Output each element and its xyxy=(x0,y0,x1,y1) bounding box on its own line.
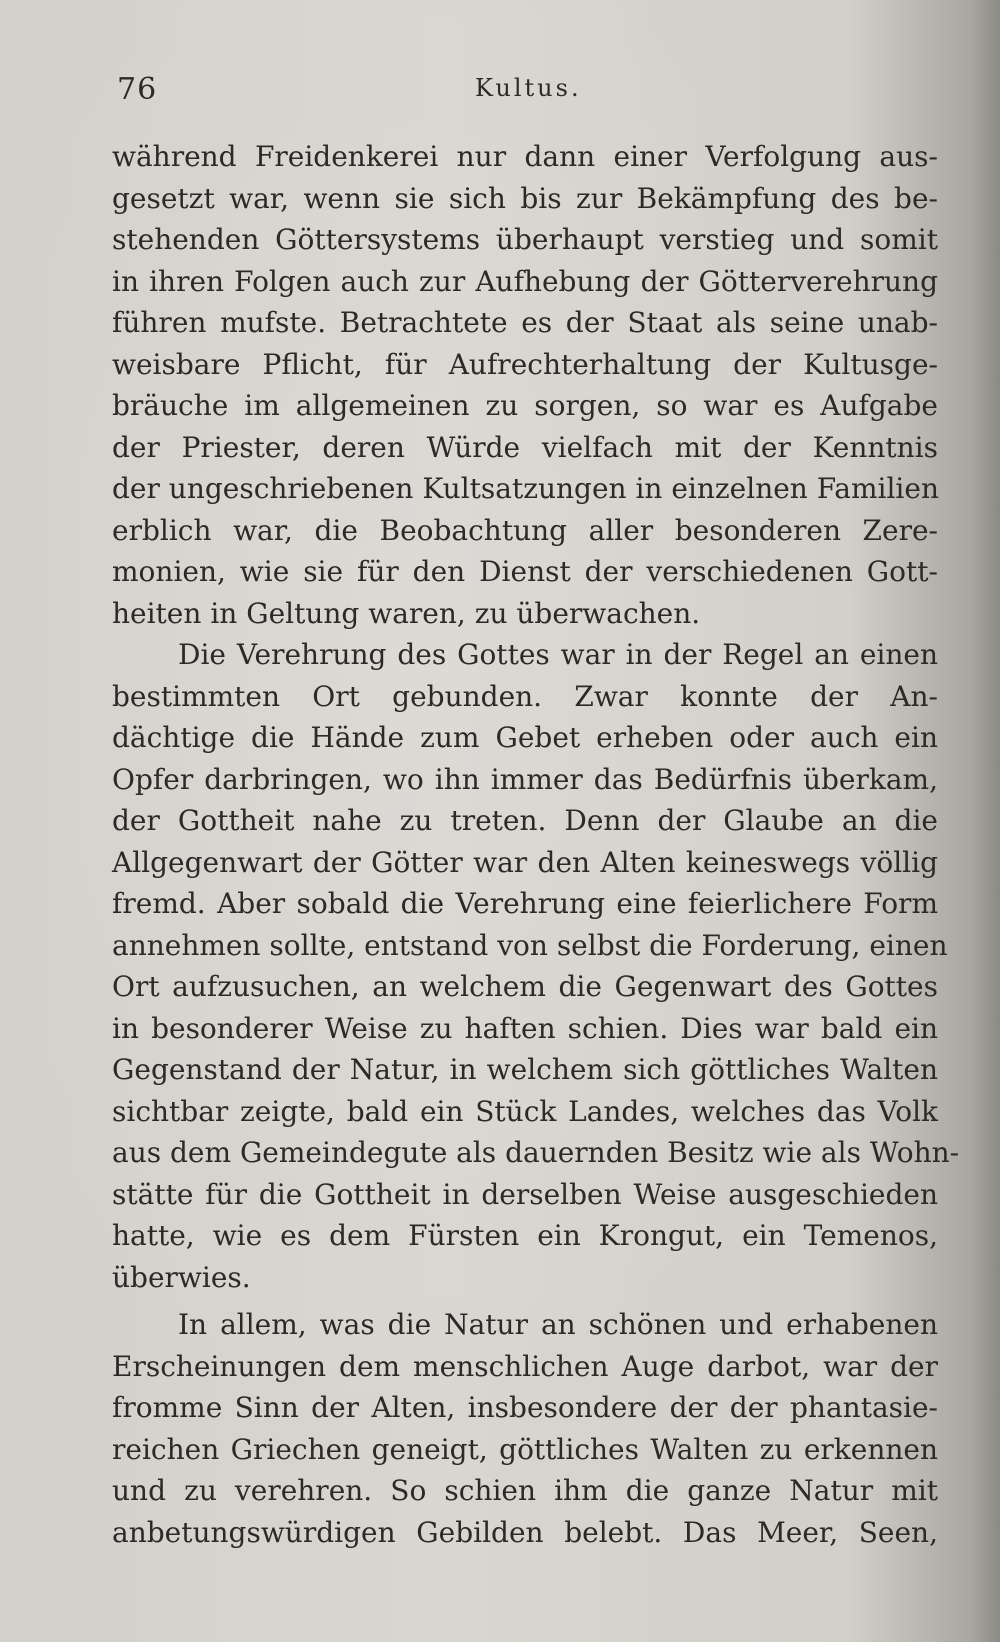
page-number: 76 xyxy=(117,72,158,107)
text-line: weisbare Pflicht, für Aufrechterhaltung der Kultusge- xyxy=(112,347,938,381)
text-line: stehenden Göttersystems überhaupt verstieg und somit xyxy=(112,223,938,256)
text-line: stätte für die Gottheit in derselben Weise ausgeschieden xyxy=(112,1177,938,1211)
text-line: fremd. Aber sobald die Verehrung eine feierlichere Form xyxy=(112,887,938,920)
paragraph xyxy=(112,1304,938,1553)
text-line: heiten in Geltung waren, zu überwachen. xyxy=(112,596,701,630)
text-line: der ungeschriebenen Kultsatzungen in einzelnen Familien xyxy=(112,472,939,505)
text-line: sichtbar zeigte, bald ein Stück Landes, welches das Volk xyxy=(112,1094,938,1128)
text-line: hatte, wie es dem Fürsten ein Krongut, ein Temenos, xyxy=(112,1219,938,1252)
paragraph xyxy=(112,136,938,634)
text-line: in ihren Folgen auch zur Aufhebung der Götterverehrung xyxy=(112,264,938,298)
text-line: Ort aufzusuchen, an welchem die Gegenwart des Gottes xyxy=(112,970,938,1003)
text-line: in besonderer Weise zu haften schien. Dies war bald ein xyxy=(112,1011,938,1045)
text-line: Gegenstand der Natur, in welchem sich göttliches Walten xyxy=(112,1053,938,1086)
text-line: und zu verehren. So schien ihm die ganze Natur mit xyxy=(112,1474,938,1507)
text-line: erblich war, die Beobachtung aller besonderen Zere- xyxy=(112,513,938,547)
text-line: dächtige die Hände zum Gebet erheben oder auch ein xyxy=(112,721,938,754)
text-line: In allem, was die Natur an schönen und erhabenen xyxy=(178,1308,938,1341)
text-line: anbetungswürdigen Gebilden belebt. Das Meer, Seen, xyxy=(112,1515,938,1549)
text-line: Erscheinungen dem menschlichen Auge darbot, war der xyxy=(112,1349,938,1383)
text-line: führen mufste. Betrachtete es der Staat als seine unab- xyxy=(112,306,938,339)
text-line: aus dem Gemeindegute als dauernden Besitz wie als Wohn- xyxy=(112,1136,960,1169)
text-line: reichen Griechen geneigt, göttliches Walten zu erkennen xyxy=(112,1432,938,1466)
text-line: bestimmten Ort gebunden. Zwar konnte der An- xyxy=(112,679,938,713)
running-head: Kultus. xyxy=(475,74,582,102)
text-line: der Gottheit nahe zu treten. Denn der Glaube an die xyxy=(112,804,938,837)
body-text xyxy=(112,136,960,1553)
text-line: fromme Sinn der Alten, insbesondere der der phantasie- xyxy=(112,1391,938,1424)
text-line: annehmen sollte, entstand von selbst die Forderung, einen xyxy=(112,928,948,962)
text-line: während Freidenkerei nur dann einer Verfolgung aus- xyxy=(112,140,938,173)
text-line: Allgegenwart der Götter war den Alten keineswegs völlig xyxy=(112,845,938,879)
text-line: monien, wie sie für den Dienst der verschiedenen Gott- xyxy=(112,555,938,588)
paragraph xyxy=(112,634,960,1298)
text-line: gesetzt war, wenn sie sich bis zur Bekämpfung des be- xyxy=(112,181,938,215)
text-line: bräuche im allgemeinen zu sorgen, so war es Aufgabe xyxy=(112,389,938,422)
text-line: Die Verehrung des Gottes war in der Regel an einen xyxy=(178,638,938,671)
text-line: überwies. xyxy=(112,1260,251,1294)
text-line: Opfer darbringen, wo ihn immer das Bedürfnis überkam, xyxy=(112,762,938,796)
text-line: der Priester, deren Würde vielfach mit der Kenntnis xyxy=(112,430,938,464)
